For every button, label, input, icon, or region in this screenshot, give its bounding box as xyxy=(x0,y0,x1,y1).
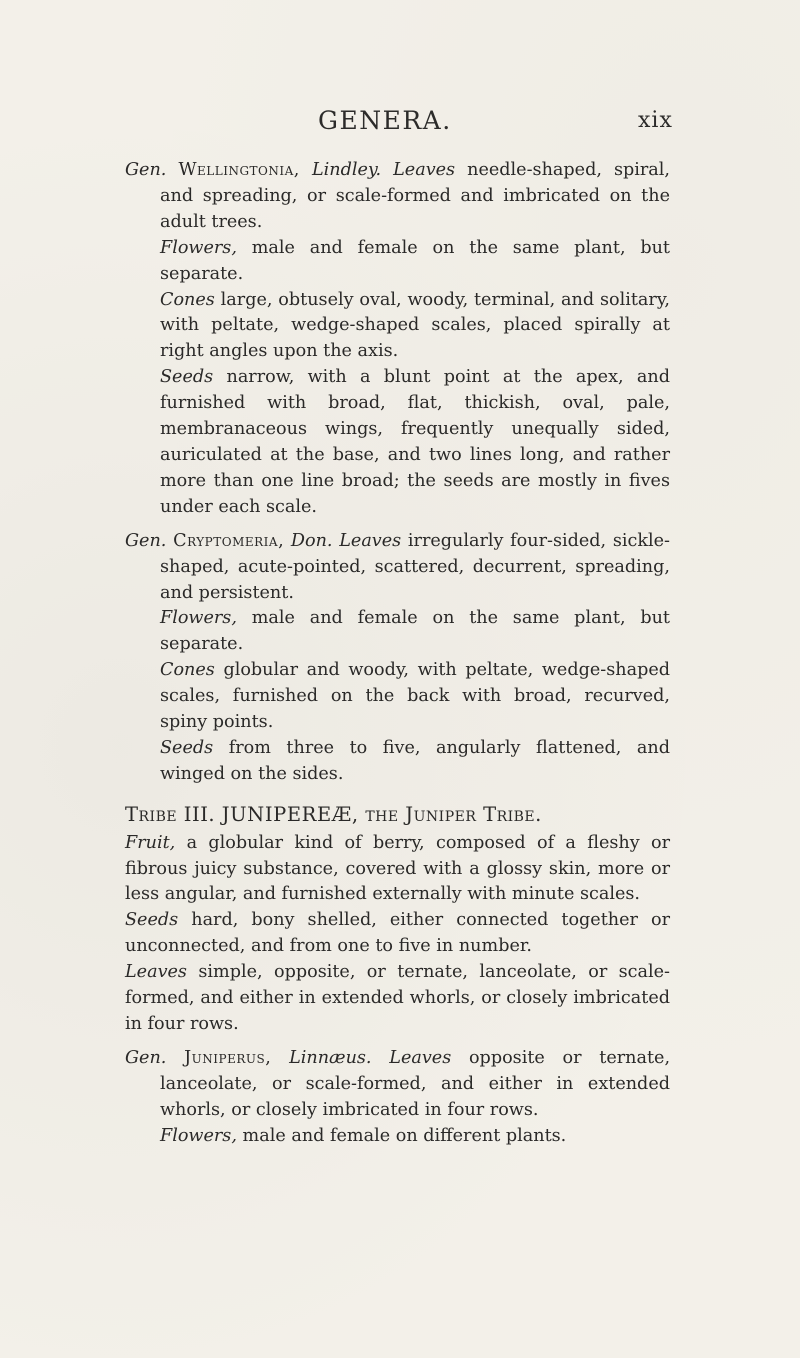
genus-author: Don. xyxy=(290,530,333,551)
leaves-text: opposite or ternate, lanceolate, or scale-formed, and either in extended whorls, or closely imbricated in four rows. xyxy=(160,1047,671,1120)
genus-wellingtonia-leaves xyxy=(125,158,670,236)
tribe-leaves xyxy=(125,960,670,1038)
tribe-name: JUNIPEREÆ, xyxy=(221,802,359,826)
main-text xyxy=(125,158,670,1150)
tribe-suffix: the Juniper Tribe. xyxy=(365,802,542,826)
genus-cryptomeria-seeds xyxy=(125,736,670,788)
leaves-label: Leaves xyxy=(339,530,402,551)
leaves-text: needle-shaped, spiral, and spreading, or scale-formed and imbricated on the adult trees. xyxy=(160,160,670,232)
tribe-seeds xyxy=(125,908,670,960)
genus-wellingtonia-cones xyxy=(125,288,670,366)
tribe-fruit xyxy=(125,831,670,909)
flowers-label: Flowers, xyxy=(160,237,237,258)
cones-label: Cones xyxy=(160,289,215,310)
flowers-text: male and female on the same plant, but separate. xyxy=(160,237,670,284)
seeds-label: Seeds xyxy=(160,737,214,758)
seeds-label: Seeds xyxy=(160,367,214,388)
page-number: xix xyxy=(638,108,673,133)
fruit-text: a globular kind of berry, composed of a fleshy or fibrous juicy substance, covered with a glossy skin, more or less angular, and furnished externally with minute scales. xyxy=(125,832,671,905)
seeds-text: from three to five, angularly flattened, and winged on the sides. xyxy=(160,737,670,784)
leaves-label: Leaves xyxy=(125,962,187,983)
flowers-label: Flowers, xyxy=(160,608,237,629)
flowers-text: male and female on different plants. xyxy=(242,1125,567,1146)
genus-wellingtonia-flowers xyxy=(125,236,670,288)
genus-cryptomeria-leaves xyxy=(125,529,670,607)
cones-text: globular and woody, with peltate, wedge-shaped scales, furnished on the back with broad, recurved, spiny points. xyxy=(160,660,670,733)
running-head xyxy=(0,100,800,140)
genus-author: Lindley. xyxy=(311,160,382,180)
genus-name: Juniperus, xyxy=(184,1047,272,1068)
tribe-label: Tribe III. xyxy=(125,802,216,826)
cones-text: large, obtusely oval, woody, terminal, and solitary, with peltate, wedge-shaped scales, placed spirally at right angles upon the axis. xyxy=(160,289,671,362)
genus-name: Wellingtonia, xyxy=(178,160,300,180)
running-title: GENERA. xyxy=(318,106,452,135)
seeds-text: narrow, with a blunt point at the apex, and furnished with broad, flat, thickish, oval, pale, membranaceous wings, frequently unequally sided, auriculated at the base, and two lines long, and rather more than one line broad; the seeds are mostly in fives under each scale. xyxy=(160,367,670,517)
gen-label: Gen. xyxy=(125,530,167,551)
cones-label: Cones xyxy=(160,660,215,681)
genus-name: Cryptomeria, xyxy=(173,530,285,551)
leaves-text: simple, opposite, or ternate, lanceolate, or scale-formed, and either in extended whorls, or closely imbricated in four rows. xyxy=(125,962,670,1034)
genus-cryptomeria-cones xyxy=(125,658,670,736)
leaves-label: Leaves xyxy=(393,160,456,180)
genus-wellingtonia-seeds xyxy=(125,365,670,520)
fruit-label: Fruit, xyxy=(125,832,176,853)
gen-label: Gen. xyxy=(125,160,167,180)
flowers-text: male and female on the same plant, but separate. xyxy=(160,608,670,655)
tribe-heading xyxy=(125,802,670,828)
gen-label: Gen. xyxy=(125,1047,167,1068)
genus-author: Linnæus. xyxy=(289,1047,372,1068)
leaves-text: irregularly four-sided, sickle-shaped, acute-pointed, scattered, decurrent, spreading, and persistent. xyxy=(160,530,671,603)
seeds-text: hard, bony shelled, either connected together or unconnected, and from one to five in number. xyxy=(125,910,670,957)
seeds-label: Seeds xyxy=(125,910,179,931)
genus-juniperus-leaves xyxy=(125,1046,670,1124)
flowers-label: Flowers, xyxy=(160,1125,237,1146)
genus-cryptomeria-flowers xyxy=(125,606,670,658)
genus-juniperus-flowers xyxy=(125,1124,670,1150)
leaves-label: Leaves xyxy=(389,1047,452,1068)
